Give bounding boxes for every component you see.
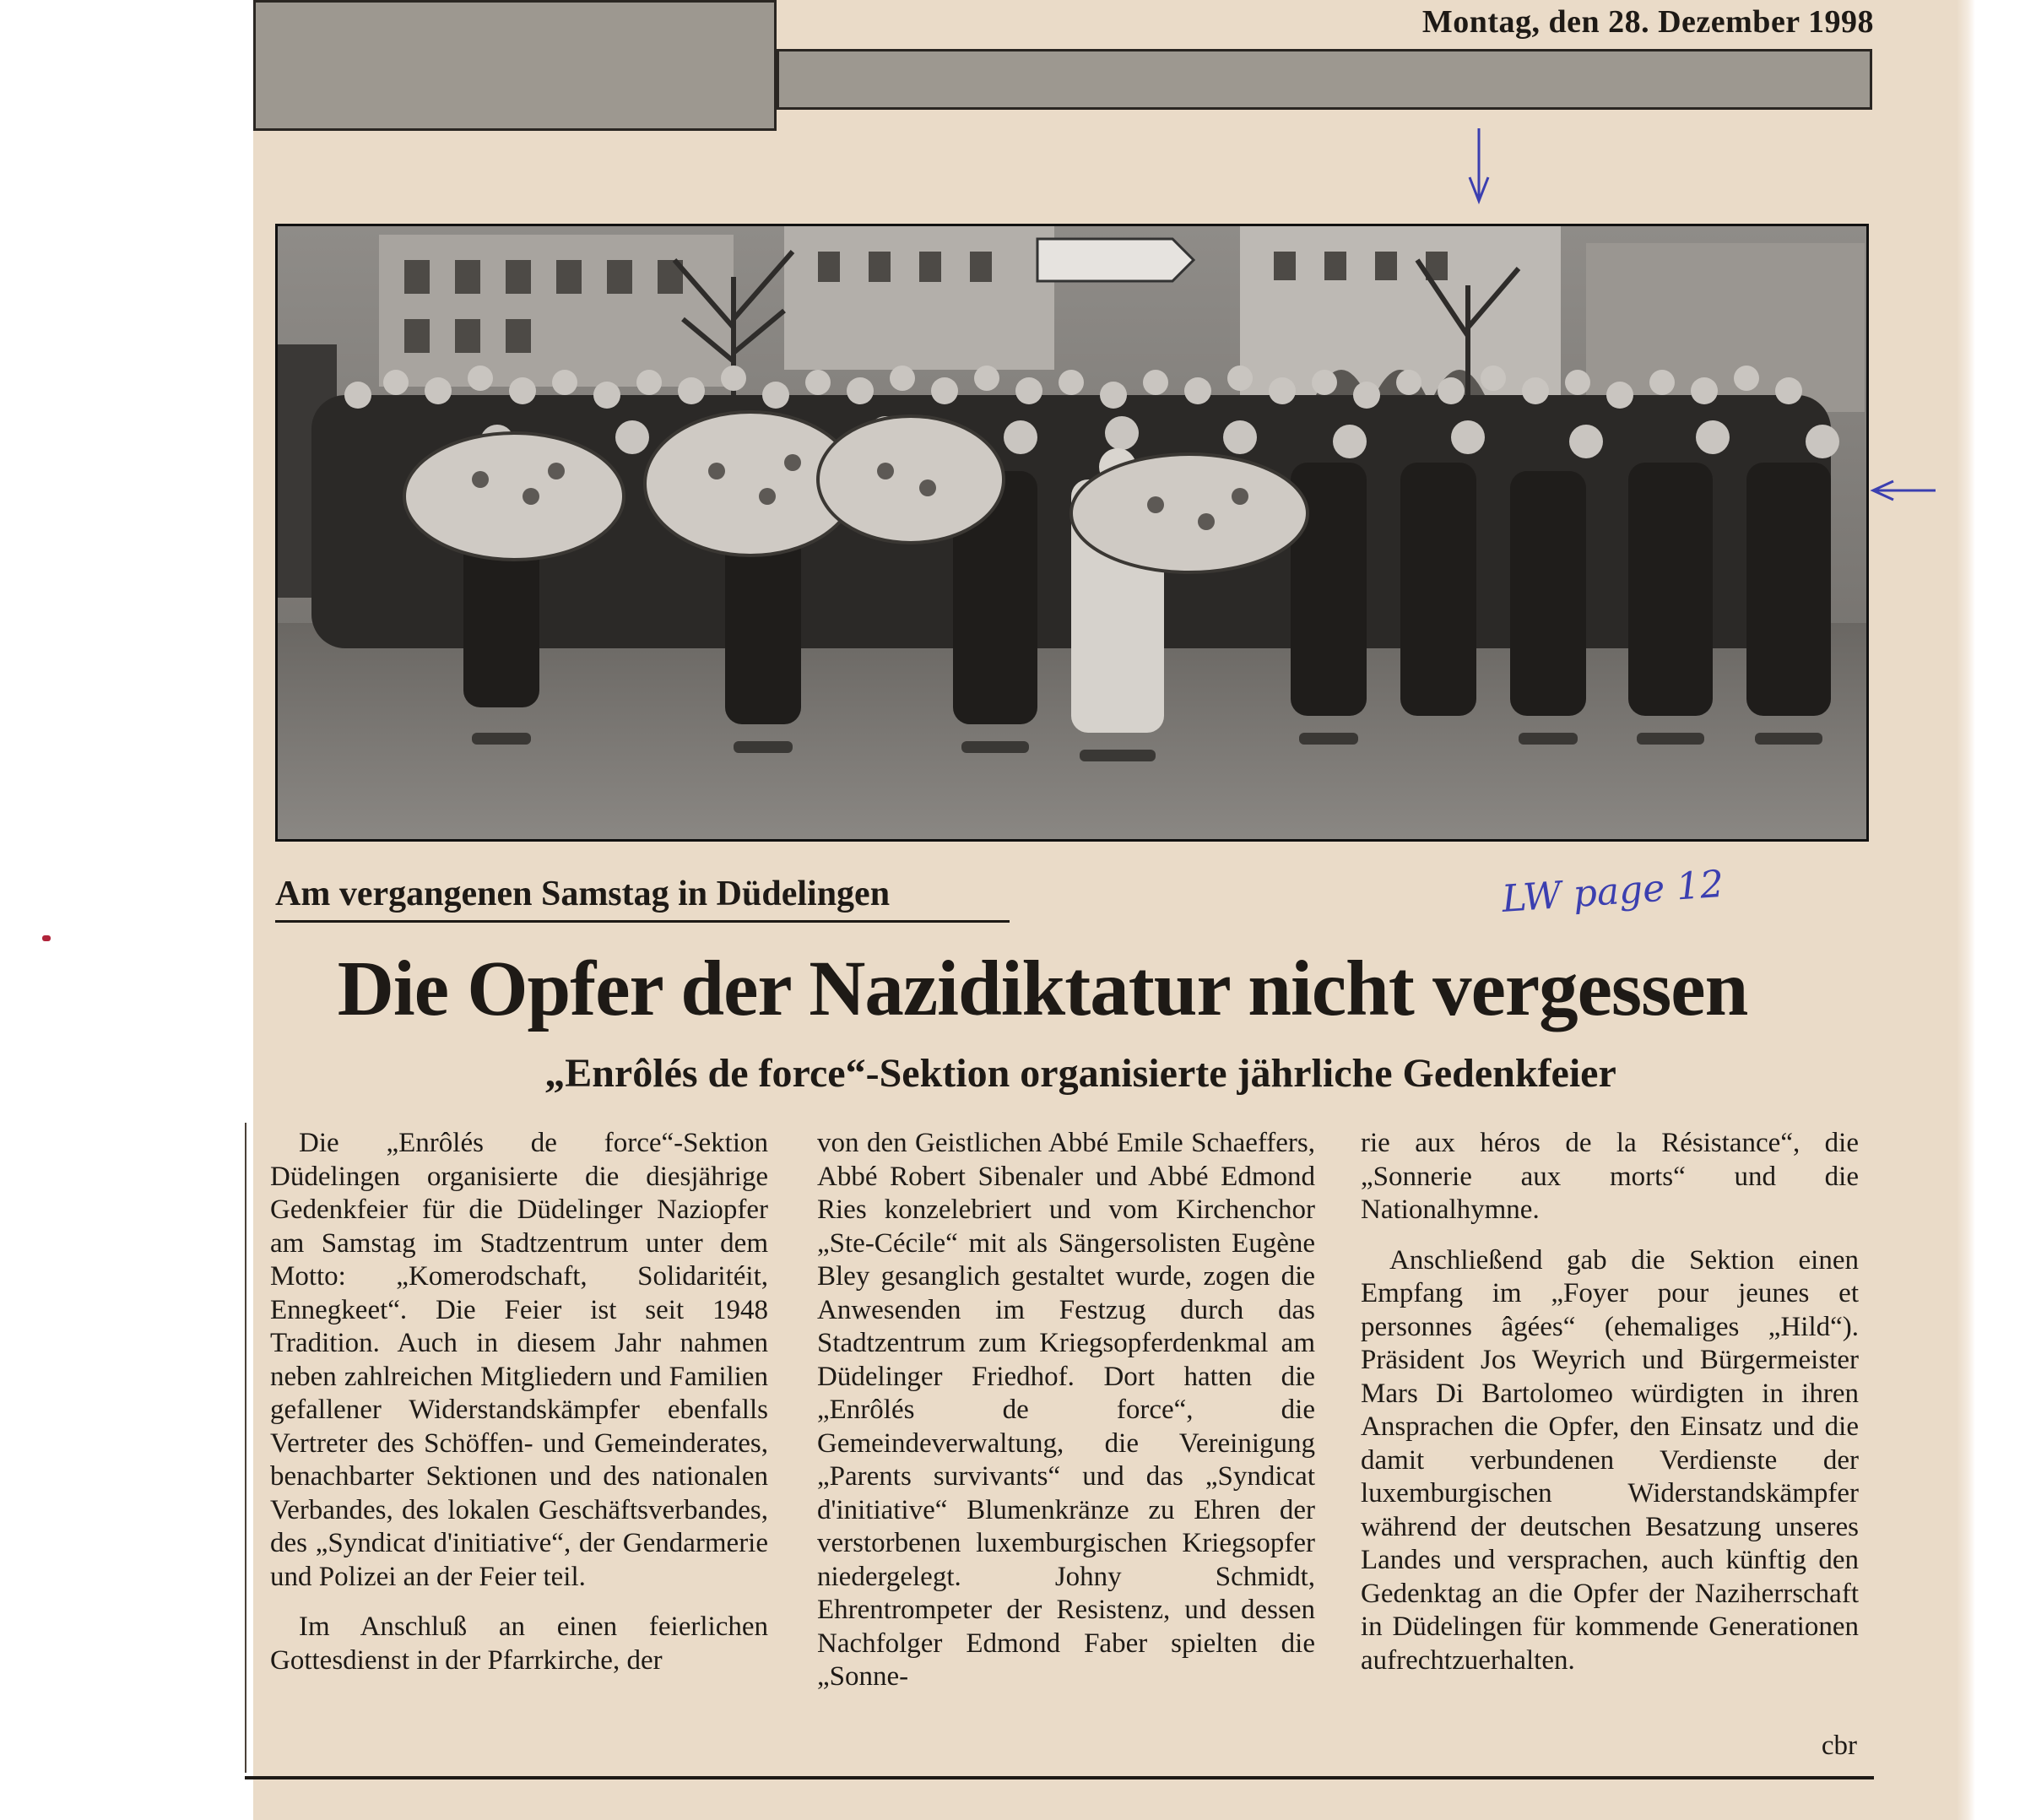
handwritten-note: LW page 12 xyxy=(1500,862,1725,921)
bottom-rule xyxy=(245,1776,1874,1779)
issue-date: Montag, den 28. Dezember 1998 xyxy=(1421,4,1874,40)
arrow-down-icon xyxy=(1466,127,1492,207)
paragraph: Im Anschluß an einen feierlichen Gottesdienst in der Pfarrkirche, der xyxy=(270,1611,768,1676)
ceremony-photo xyxy=(275,224,1869,842)
article-kicker: Am vergangenen Samstag in Düdelingen xyxy=(275,875,891,913)
header-bar-right xyxy=(777,49,1872,110)
header-bar-left xyxy=(253,0,777,131)
torn-edge xyxy=(1957,0,1975,1820)
photo-image xyxy=(278,226,1866,839)
paragraph: Die „Enrôlés de force“-Sektion Düdelingen organisierte die diesjährige Gedenkfeier für die Düdelinger Naziopfer am Samstag im Stadtzentrum unter dem Motto: „Komerodschaft, Solidaritéit, Ennegkeet“. Die Feier ist seit 1948 Tradition. Auch in diesem Jahr nahmen neben zahlreichen Mitgliedern und Familien gefallener Widerstandskämpfer ebenfalls Vertreter des Schöffen- und Gemeinderates, benachbarter Sektionen und des nationalen Verbandes, des lokalen Geschäftsverbandes, des „Syndicat d'initiative“, der Gendarmerie und Polizei an der Feier teil. xyxy=(270,1128,768,1592)
article-column-3 xyxy=(1361,1127,1859,1677)
arrow-left-icon xyxy=(1870,478,1937,503)
column-divider xyxy=(245,1123,246,1773)
paragraph: von den Geistlichen Abbé Emile Schaeffers, Abbé Robert Sibenaler und Abbé Edmond Ries konzelebriert und vom Kirchenchor „Ste-Cécile“ mit als Sängersolisten Eugène Bley gesanglich gestaltet wurde, zogen die Anwesenden im Festzug durch das Stadtzentrum zum Kriegsopferdenkmal am Düdelinger Friedhof. Dort hatten die „Enrôlés de force“, die Gemeindeverwaltung, die Vereinigung „Parents survivants“ und das „Syndicat d'initiative“ Blumenkränze zu Ehren der verstorbenen luxemburgischen Kriegsopfer niedergelegt. Johny Schmidt, Ehrentrompeter der Resistenz, und dessen Nachfolger Edmond Faber spielten die „Sonne- xyxy=(817,1128,1315,1692)
paragraph: rie aux héros de la Résistance“, die „Sonnerie aux morts“ und die Nationalhymne. xyxy=(1361,1128,1859,1225)
author-initials: cbr xyxy=(1821,1731,1857,1761)
kicker-underline xyxy=(275,920,1010,923)
article-headline: Die Opfer der Nazidiktatur nicht vergessen xyxy=(337,945,1748,1032)
paragraph: Anschließend gab die Sektion einen Empfang im „Foyer pour jeunes et personnes âgées“ (ehemaliges „Hild“). Präsident Jos Weyrich und Bürgermeister Mars Di Bartolomeo würdigten in ihren Ansprachen die Opfer, den Einsatz und die damit verbundenen Verdienste der luxemburgischen Widerstandskämpfer während der deutschen Besatzung unseres Landes und versprachen, auch künftig den Gedenktag an die Opfer der Naziherrschaft in Düdelingen für kommende Generationen aufrechtzuerhalten. xyxy=(1361,1244,1859,1676)
article-subhead: „Enrôlés de force“-Sektion organisierte jährliche Gedenkfeier xyxy=(544,1051,1616,1096)
article-column-1 xyxy=(270,1127,768,1677)
article-column-2 xyxy=(817,1127,1315,1694)
ink-mark xyxy=(42,935,51,941)
